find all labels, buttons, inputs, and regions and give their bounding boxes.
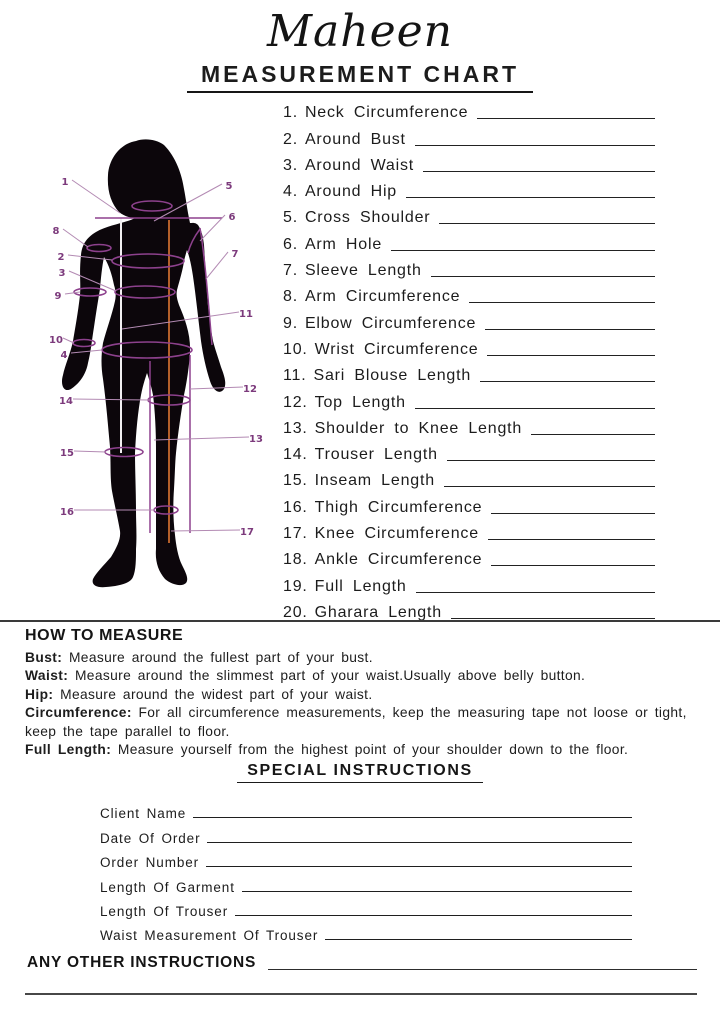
- measurement-row: [283, 201, 657, 227]
- measurement-label: Knee Circumference: [314, 525, 479, 543]
- measurement-row: [283, 569, 657, 595]
- measure-tip-text: Measure around the slimmest part of your waist.Usually above belly button.: [68, 668, 586, 684]
- measure-tip-term: Waist:: [25, 668, 69, 684]
- measurement-number: 5.: [283, 209, 298, 227]
- measurement-label: Arm Circumference: [304, 288, 461, 306]
- figure-marker-7: 7: [231, 249, 239, 260]
- measurement-blank-line[interactable]: [477, 117, 655, 119]
- measurement-row: [283, 543, 657, 569]
- form-field-row: [100, 895, 632, 919]
- measurement-number: 7.: [283, 262, 298, 280]
- measurement-row: [283, 149, 657, 175]
- measurement-row: [283, 464, 657, 490]
- marker-leader-line-8: [63, 229, 88, 247]
- measurement-number: 2.: [283, 130, 298, 148]
- measurement-blank-line[interactable]: [491, 512, 655, 514]
- body-silhouette: [62, 139, 225, 587]
- measurement-number: 11.: [283, 367, 307, 385]
- page-title: MEASUREMENT CHART: [187, 61, 533, 93]
- how-to-measure-tips: [25, 649, 703, 759]
- measurement-row: [283, 175, 657, 201]
- measurement-blank-line[interactable]: [469, 301, 655, 303]
- marker-leader-line-9: [65, 292, 80, 294]
- figure-marker-9: 9: [54, 291, 62, 302]
- measurement-label: Sari Blouse Length: [313, 367, 472, 385]
- measurement-row: [283, 227, 657, 253]
- measurement-label: Inseam Length: [314, 472, 435, 490]
- figure-marker-17: 17: [240, 527, 254, 538]
- bottom-blank-line[interactable]: [25, 993, 697, 995]
- measurement-blank-line[interactable]: [485, 328, 655, 330]
- special-instructions-heading: SPECIAL INSTRUCTIONS: [237, 762, 483, 783]
- marker-leader-line-17: [171, 530, 240, 531]
- form-field-label: Length Of Trouser: [100, 903, 229, 919]
- measurement-blank-line[interactable]: [491, 564, 655, 566]
- form-field-row: [100, 870, 632, 894]
- measure-tip: [25, 667, 703, 685]
- measure-tip-term: Bust:: [25, 650, 63, 665]
- measurement-row: [283, 438, 657, 464]
- figure-marker-12: 12: [243, 384, 257, 395]
- form-field-blank-line[interactable]: [206, 865, 632, 867]
- figure-marker-2: 2: [57, 252, 65, 263]
- measurement-blank-line[interactable]: [416, 591, 655, 593]
- measure-tip-term: Circumference:: [25, 705, 132, 721]
- any-other-instructions-heading: ANY OTHER INSTRUCTIONS: [27, 954, 257, 971]
- measurement-number: 15.: [283, 472, 308, 490]
- measurement-number: 3.: [283, 156, 298, 174]
- measurement-blank-line[interactable]: [531, 433, 655, 435]
- measurement-row: [283, 359, 657, 385]
- measure-tip: [25, 741, 703, 759]
- form-field-row: [100, 797, 632, 821]
- form-field-blank-line[interactable]: [235, 914, 632, 916]
- measurement-label: Top Length: [314, 393, 406, 411]
- measure-tip: [25, 686, 703, 704]
- measurement-number: 1.: [283, 104, 298, 122]
- form-field-blank-line[interactable]: [207, 841, 632, 843]
- measurement-row: [283, 306, 657, 332]
- how-to-measure-heading: HOW TO MEASURE: [25, 627, 184, 644]
- measure-tip-text: Measure around the widest part of your waist.: [53, 686, 373, 702]
- figure-marker-3: 3: [58, 268, 66, 279]
- measurement-label: Ankle Circumference: [314, 551, 483, 569]
- measurement-blank-line[interactable]: [415, 144, 655, 146]
- measurement-label: Neck Circumference: [304, 104, 469, 122]
- measurement-blank-line[interactable]: [451, 617, 655, 619]
- measurement-label: Sleeve Length: [304, 262, 422, 280]
- measurement-blank-line[interactable]: [431, 275, 655, 277]
- form-field-row: [100, 846, 632, 870]
- figure-marker-11: 11: [239, 309, 253, 320]
- figure-marker-10: 10: [49, 335, 63, 346]
- measurement-list: [283, 96, 657, 622]
- special-instructions-wrap: [0, 762, 720, 783]
- section-divider: [0, 620, 720, 622]
- form-field-label: Waist Measurement Of Trouser: [100, 928, 319, 944]
- measurement-blank-line[interactable]: [423, 170, 655, 172]
- measurement-row: [283, 490, 657, 516]
- measurement-row: [283, 596, 657, 622]
- form-field-blank-line[interactable]: [242, 890, 632, 892]
- measurement-blank-line[interactable]: [391, 249, 655, 251]
- figure-marker-14: 14: [59, 396, 73, 407]
- special-instructions-fields: [100, 797, 632, 943]
- measurement-number: 14.: [283, 446, 308, 464]
- any-other-instructions-row: [27, 954, 697, 972]
- form-field-blank-line[interactable]: [325, 938, 632, 940]
- measurement-label: Wrist Circumference: [314, 340, 479, 358]
- chart-title-wrap: [0, 61, 720, 93]
- measurement-row: [283, 96, 657, 122]
- form-field-label: Order Number: [100, 855, 200, 871]
- figure-marker-15: 15: [60, 448, 74, 459]
- marker-leader-line-7: [206, 252, 228, 279]
- measurement-label: Thigh Circumference: [314, 498, 483, 516]
- measurement-label: Around Hip: [304, 183, 397, 201]
- figure-svg: [40, 133, 270, 615]
- measurement-number: 9.: [283, 314, 298, 332]
- form-field-row: [100, 821, 632, 845]
- figure-marker-8: 8: [52, 226, 60, 237]
- form-field-label: Length Of Garment: [100, 879, 235, 895]
- body-measurement-figure: [40, 133, 270, 615]
- figure-marker-6: 6: [228, 212, 236, 223]
- measurement-blank-line[interactable]: [487, 354, 655, 356]
- measurement-row: [283, 412, 657, 438]
- figure-marker-1: 1: [61, 177, 69, 188]
- form-field-blank-line[interactable]: [193, 816, 632, 818]
- measurement-row: [283, 280, 657, 306]
- form-field-label: Date Of Order: [100, 830, 201, 846]
- measurement-blank-line[interactable]: [488, 538, 655, 540]
- form-field-label: Client Name: [100, 806, 187, 822]
- measurement-number: 10.: [283, 340, 308, 358]
- figure-marker-13: 13: [249, 434, 263, 445]
- measurement-blank-line[interactable]: [444, 485, 655, 487]
- measurement-label: Around Waist: [304, 156, 414, 174]
- measure-tip-text: For all circumference measurements, keep the measuring tape not loose or tight, keep the tape parallel to floor.: [25, 705, 687, 739]
- marker-leader-line-15: [74, 451, 106, 452]
- measurement-label: Arm Hole: [304, 235, 383, 253]
- marker-leader-line-6: [200, 215, 225, 241]
- measure-tip-term: Hip:: [25, 686, 54, 702]
- measurement-row: [283, 517, 657, 543]
- measurement-row: [283, 385, 657, 411]
- measurement-label: Gharara Length: [314, 603, 442, 621]
- measurement-blank-line[interactable]: [447, 459, 655, 461]
- measurement-number: 18.: [283, 551, 308, 569]
- figure-marker-16: 16: [60, 507, 74, 518]
- measurement-blank-line[interactable]: [406, 196, 655, 198]
- measurement-number: 4.: [283, 183, 298, 201]
- measurement-number: 17.: [283, 525, 308, 543]
- figure-marker-4: 4: [60, 350, 68, 361]
- measurement-number: 12.: [283, 393, 308, 411]
- measurement-number: 6.: [283, 235, 298, 253]
- figure-marker-5: 5: [225, 181, 233, 192]
- measurement-row: [283, 333, 657, 359]
- any-other-instructions-blank-line[interactable]: [268, 968, 697, 970]
- measurement-row: [283, 122, 657, 148]
- measure-tip: [25, 649, 703, 667]
- measurement-number: 19.: [283, 577, 308, 595]
- measure-tip-text: Measure yourself from the highest point of your shoulder down to the floor.: [111, 742, 629, 758]
- brand-logo: Maheen: [266, 6, 454, 57]
- measurement-blank-line[interactable]: [415, 407, 655, 409]
- marker-leader-line-10: [63, 338, 74, 343]
- measurement-number: 16.: [283, 498, 308, 516]
- measurement-label: Elbow Circumference: [304, 314, 477, 332]
- measurement-number: 20.: [283, 603, 308, 621]
- form-field-row: [100, 919, 632, 943]
- measurement-blank-line[interactable]: [439, 222, 655, 224]
- measurement-label: Cross Shoulder: [304, 209, 431, 227]
- measure-tip-text: Measure around the fullest part of your bust.: [62, 650, 373, 665]
- measurement-label: Around Bust: [304, 130, 406, 148]
- measurement-label: Full Length: [314, 577, 407, 595]
- measurement-number: 13.: [283, 419, 308, 437]
- measurement-label: Trouser Length: [314, 446, 438, 464]
- measurement-label: Shoulder to Knee Length: [314, 419, 523, 437]
- measurement-number: 8.: [283, 288, 298, 306]
- measure-tip: [25, 704, 703, 741]
- measure-tip-term: Full Length:: [25, 742, 112, 758]
- measurement-row: [283, 254, 657, 280]
- measurement-blank-line[interactable]: [480, 380, 655, 382]
